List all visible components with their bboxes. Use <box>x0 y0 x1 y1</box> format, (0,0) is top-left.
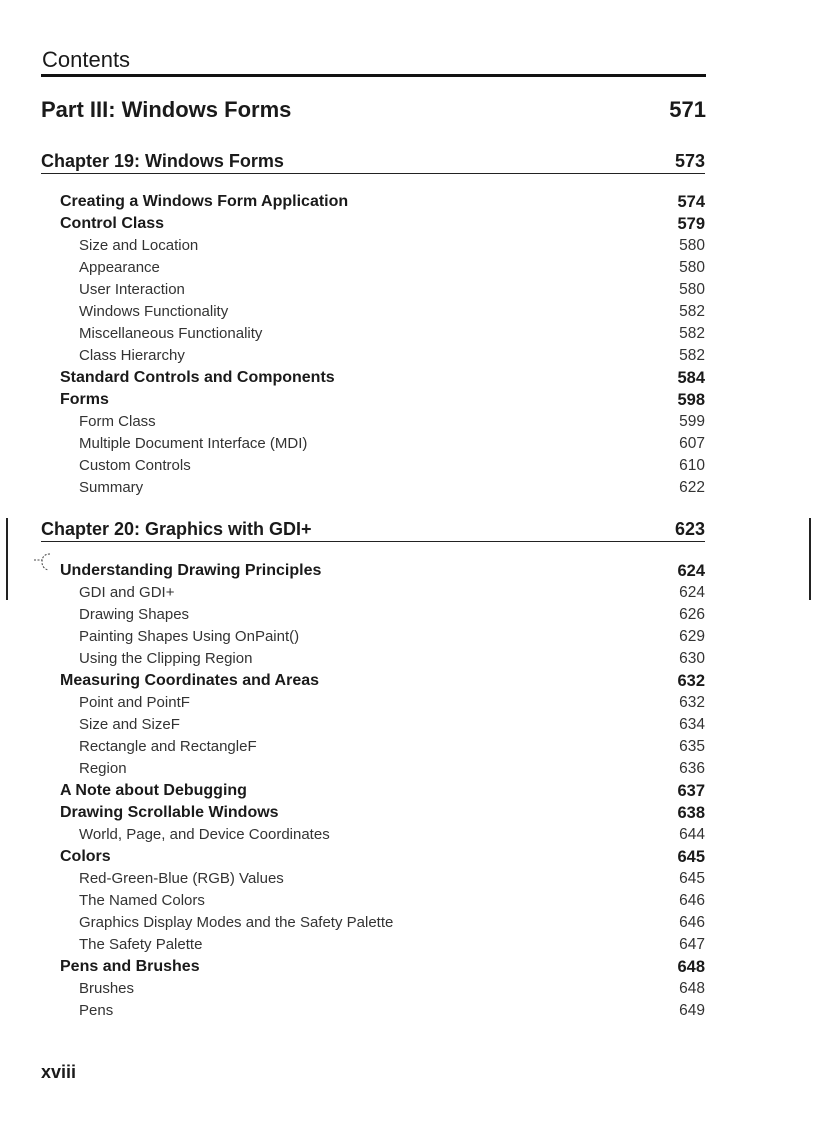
toc-entry-page: 632 <box>679 694 705 711</box>
chapter-20-entries <box>41 560 705 1022</box>
toc-entry-page: 630 <box>679 650 705 667</box>
toc-entry-page: 637 <box>677 782 705 800</box>
toc-section-entry[interactable] <box>41 670 705 692</box>
toc-entry-title: Graphics Display Modes and the Safety Palette <box>79 914 394 931</box>
toc-entry-title: Pens <box>79 1002 114 1019</box>
toc-entry-page: 648 <box>677 958 705 976</box>
chapter-page: 573 <box>674 151 705 171</box>
toc-entry-page: 579 <box>677 215 705 233</box>
toc-entry-title: Multiple Document Interface (MDI) <box>79 435 308 452</box>
toc-section-entry[interactable] <box>41 846 705 868</box>
toc-entry-title: Point and PointF <box>79 694 190 711</box>
toc-subsection-entry[interactable] <box>41 582 705 604</box>
toc-entry-title: Summary <box>79 479 144 496</box>
toc-entry-page: 599 <box>679 413 705 430</box>
toc-subsection-entry[interactable] <box>41 323 705 345</box>
toc-subsection-entry[interactable] <box>41 279 705 301</box>
toc-subsection-entry[interactable] <box>41 758 705 780</box>
part-page: 571 <box>669 97 706 122</box>
toc-entry-title: Drawing Scrollable Windows <box>60 804 279 821</box>
toc-entry-page: 636 <box>679 760 705 777</box>
toc-entry-title: Brushes <box>79 980 135 997</box>
header-rule <box>41 74 706 77</box>
toc-subsection-entry[interactable] <box>41 736 705 758</box>
running-header-title: Contents <box>42 47 131 72</box>
toc-entry-title: Form Class <box>79 413 156 430</box>
part-title: Part III: Windows Forms <box>41 97 292 122</box>
toc-entry-page: 634 <box>679 716 705 733</box>
toc-entry-title: A Note about Debugging <box>60 782 247 799</box>
toc-entry-page: 624 <box>679 584 705 601</box>
toc-entry-title: Custom Controls <box>79 457 191 474</box>
toc-subsection-entry[interactable] <box>41 1000 705 1022</box>
toc-entry-page: 622 <box>679 479 705 496</box>
toc-entry-title: World, Page, and Device Coordinates <box>79 826 330 843</box>
toc-entry-title: The Safety Palette <box>79 936 203 953</box>
toc-entry-page: 638 <box>677 804 705 822</box>
toc-entry-page: 646 <box>679 914 705 931</box>
toc-section-entry[interactable] <box>41 389 705 411</box>
toc-entry-page: 607 <box>679 435 705 452</box>
toc-subsection-entry[interactable] <box>41 477 705 499</box>
toc-entry-title: Appearance <box>79 259 160 276</box>
toc-subsection-entry[interactable] <box>41 345 705 367</box>
toc-entry-title: Pens and Brushes <box>60 958 200 975</box>
toc-entry-title: Class Hierarchy <box>79 347 185 364</box>
toc-subsection-entry[interactable] <box>41 890 705 912</box>
toc-entry-page: 644 <box>679 826 705 843</box>
toc-entry-page: 632 <box>677 672 705 690</box>
chapter-page: 623 <box>674 519 705 539</box>
toc-section-entry[interactable] <box>41 191 705 213</box>
toc-entry-title: The Named Colors <box>79 892 205 909</box>
toc-entry-title: Drawing Shapes <box>79 606 190 623</box>
toc-entry-page: 635 <box>679 738 705 755</box>
toc-entry-page: 645 <box>679 870 705 887</box>
chapter-heading-19[interactable] <box>41 148 705 174</box>
toc-subsection-entry[interactable] <box>41 235 705 257</box>
scan-mark-icon <box>32 552 62 574</box>
toc-entry-title: Colors <box>60 848 111 865</box>
toc-entry-title: Painting Shapes Using OnPaint() <box>79 628 300 645</box>
toc-entry-page: 610 <box>679 457 705 474</box>
toc-entry-title: Region <box>79 760 127 777</box>
toc-entry-title: Creating a Windows Form Application <box>60 193 349 210</box>
toc-subsection-entry[interactable] <box>41 714 705 736</box>
toc-entry-page: 647 <box>679 936 705 953</box>
chapter-19-entries <box>41 191 705 499</box>
toc-entry-page: 580 <box>679 281 705 298</box>
toc-subsection-entry[interactable] <box>41 455 705 477</box>
toc-subsection-entry[interactable] <box>41 692 705 714</box>
toc-section-entry[interactable] <box>41 560 705 582</box>
toc-section-entry[interactable] <box>41 780 705 802</box>
toc-section-entry[interactable] <box>41 367 705 389</box>
toc-subsection-entry[interactable] <box>41 978 705 1000</box>
toc-entry-page: 598 <box>677 391 705 409</box>
toc-entry-page: 629 <box>679 628 705 645</box>
toc-entry-title: Miscellaneous Functionality <box>79 325 263 342</box>
toc-entry-page: 582 <box>679 303 705 320</box>
toc-subsection-entry[interactable] <box>41 824 705 846</box>
toc-entry-page: 580 <box>679 259 705 276</box>
toc-entry-title: Standard Controls and Components <box>60 369 335 386</box>
toc-entry-title: Forms <box>60 391 109 408</box>
toc-subsection-entry[interactable] <box>41 626 705 648</box>
toc-section-entry[interactable] <box>41 802 705 824</box>
toc-entry-page: 649 <box>679 1002 705 1019</box>
toc-entry-page: 582 <box>679 325 705 342</box>
page-edge-right <box>809 518 811 600</box>
toc-entry-title: Rectangle and RectangleF <box>79 738 257 755</box>
chapter-title: Chapter 19: Windows Forms <box>41 151 284 171</box>
toc-section-entry[interactable] <box>41 213 705 235</box>
toc-subsection-entry[interactable] <box>41 257 705 279</box>
toc-subsection-entry[interactable] <box>41 912 705 934</box>
toc-entry-title: Understanding Drawing Principles <box>60 562 322 579</box>
toc-subsection-entry[interactable] <box>41 868 705 890</box>
toc-entry-page: 574 <box>677 193 705 211</box>
part-heading[interactable] <box>41 97 706 123</box>
chapter-title: Chapter 20: Graphics with GDI+ <box>41 519 312 539</box>
toc-entry-page: 584 <box>677 369 705 387</box>
page-number: xviii <box>41 1062 77 1082</box>
toc-entry-title: Using the Clipping Region <box>79 650 253 667</box>
toc-entry-title: Red-Green-Blue (RGB) Values <box>79 870 284 887</box>
toc-subsection-entry[interactable] <box>41 301 705 323</box>
toc-entry-page: 645 <box>677 848 705 866</box>
page-edge-left <box>6 518 8 600</box>
toc-entry-page: 582 <box>679 347 705 364</box>
toc-entry-page: 624 <box>677 562 705 580</box>
toc-entry-page: 580 <box>679 237 705 254</box>
toc-subsection-entry[interactable] <box>41 411 705 433</box>
chapter-heading-20[interactable] <box>41 516 705 542</box>
toc-subsection-entry[interactable] <box>41 604 705 626</box>
toc-subsection-entry[interactable] <box>41 648 705 670</box>
toc-entry-title: Windows Functionality <box>79 303 229 320</box>
toc-entry-title: Control Class <box>60 215 165 232</box>
toc-entry-page: 648 <box>679 980 705 997</box>
toc-entry-title: GDI and GDI+ <box>79 584 175 601</box>
toc-subsection-entry[interactable] <box>41 934 705 956</box>
toc-entry-title: Size and SizeF <box>79 716 180 733</box>
toc-entry-page: 646 <box>679 892 705 909</box>
toc-entry-page: 626 <box>679 606 705 623</box>
toc-entry-title: Size and Location <box>79 237 199 254</box>
toc-entry-title: Measuring Coordinates and Areas <box>60 672 320 689</box>
toc-subsection-entry[interactable] <box>41 433 705 455</box>
toc-entry-title: User Interaction <box>79 281 185 298</box>
toc-section-entry[interactable] <box>41 956 705 978</box>
